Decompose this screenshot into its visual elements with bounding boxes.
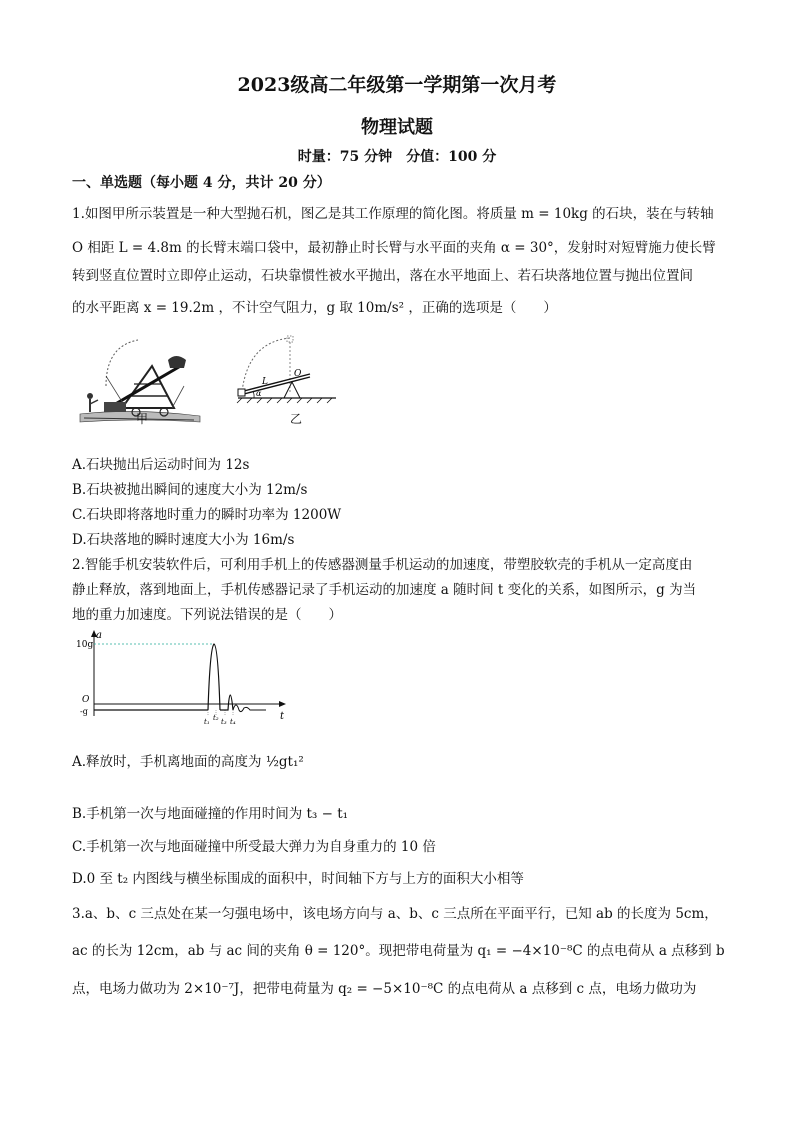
q3-line-3: 点，电场力做功为 2×10⁻⁷J，把带电荷量为 q₂ = −5×10⁻⁸C 的点电荷从 a 点移到 c 点，电场力做功为 xyxy=(72,981,697,997)
tick-t3: t₃ xyxy=(221,718,227,726)
figure-label-a: 甲 xyxy=(136,412,149,426)
x-axis-label: t xyxy=(280,711,285,722)
section-heading: 一、单选题（每小题 4 分，共计 20 分） xyxy=(72,175,331,191)
q1-line-4: 的水平距离 x = 19.2m ，不计空气阻力，g 取 10m/s² ，正确的选项是（ ） xyxy=(72,300,557,316)
q2-line-2: 静止释放，落到地面上，手机传感器记录了手机运动的加速度 a 随时间 t 变化的关系，如图所示，g 为当 xyxy=(72,582,697,598)
label-O: O xyxy=(294,369,302,379)
figure-label-b: 乙 xyxy=(290,412,303,426)
tick-t4: t₄ xyxy=(230,718,236,726)
q2-option-d: D.0 至 t₂ 内图线与横坐标围成的面积中，时间轴下方与上方的面积大小相等 xyxy=(72,871,524,887)
catapult-schematic xyxy=(232,336,342,406)
q2-line-1: 2.智能手机安装软件后，可利用手机上的传感器测量手机运动的加速度，带塑胶软壳的手机从一定高度由 xyxy=(72,557,693,573)
y-top-label: 10g xyxy=(76,640,94,650)
q2-option-b: B.手机第一次与地面碰撞的作用时间为 t₃ − t₁ xyxy=(72,806,349,822)
q1-line-1: 1.如图甲所示装置是一种大型抛石机，图乙是其工作原理的简化图。将质量 m = 10kg 的石块，装在与转轴 xyxy=(72,206,714,222)
q3-line-2: ac 的长为 12cm，ab 与 ac 间的夹角 θ = 120°。现把带电荷量为 q₁ = −4×10⁻⁸C 的点电荷从 a 点移到 b xyxy=(72,943,725,959)
acceleration-time-graph xyxy=(76,628,296,728)
q2-option-c: C.手机第一次与地面碰撞中所受最大弹力为自身重力的 10 倍 xyxy=(72,839,436,855)
q2-line-3: 地的重力加速度。下列说法错误的是（ ） xyxy=(72,607,342,623)
y-neg-label: -g xyxy=(80,707,88,716)
label-alpha: α xyxy=(256,389,262,398)
q1-line-2: O 相距 L = 4.8m 的长臂末端口袋中，最初静止时长臂与水平面的夹角 α = 30°，发射时对短臂施力使长臂 xyxy=(72,240,716,256)
origin-label: O xyxy=(82,695,90,705)
exam-meta: 时量：75 分钟 分值：100 分 xyxy=(297,149,497,165)
page-subtitle: 物理试题 xyxy=(361,117,433,138)
q2-option-a: A.释放时，手机离地面的高度为 ½gt₁² xyxy=(72,754,304,770)
y-axis-label: a xyxy=(96,630,102,641)
label-L: L xyxy=(262,377,268,387)
q1-option-b: B.石块被抛出瞬间的速度大小为 12m/s xyxy=(72,482,308,498)
q1-line-3: 转到竖直位置时立即停止运动，石块靠惯性被水平抛出，落在水平地面上、若石块落地位置与抛出位置间 xyxy=(72,268,693,284)
tick-t2: t₂ xyxy=(213,714,219,722)
q1-option-d: D.石块落地的瞬时速度大小为 16m/s xyxy=(72,532,295,548)
q3-line-1: 3.a、b、c 三点处在某一匀强电场中，该电场方向与 a、b、c 三点所在平面平行，已知 ab 的长度为 5cm， xyxy=(72,906,718,922)
page-title: 2023级高二年级第一学期第一次月考 xyxy=(237,74,557,96)
q1-option-c: C.石块即将落地时重力的瞬时功率为 1200W xyxy=(72,507,342,523)
tick-t1: t₁ xyxy=(204,718,210,726)
q1-option-a: A.石块抛出后运动时间为 12s xyxy=(72,457,250,473)
